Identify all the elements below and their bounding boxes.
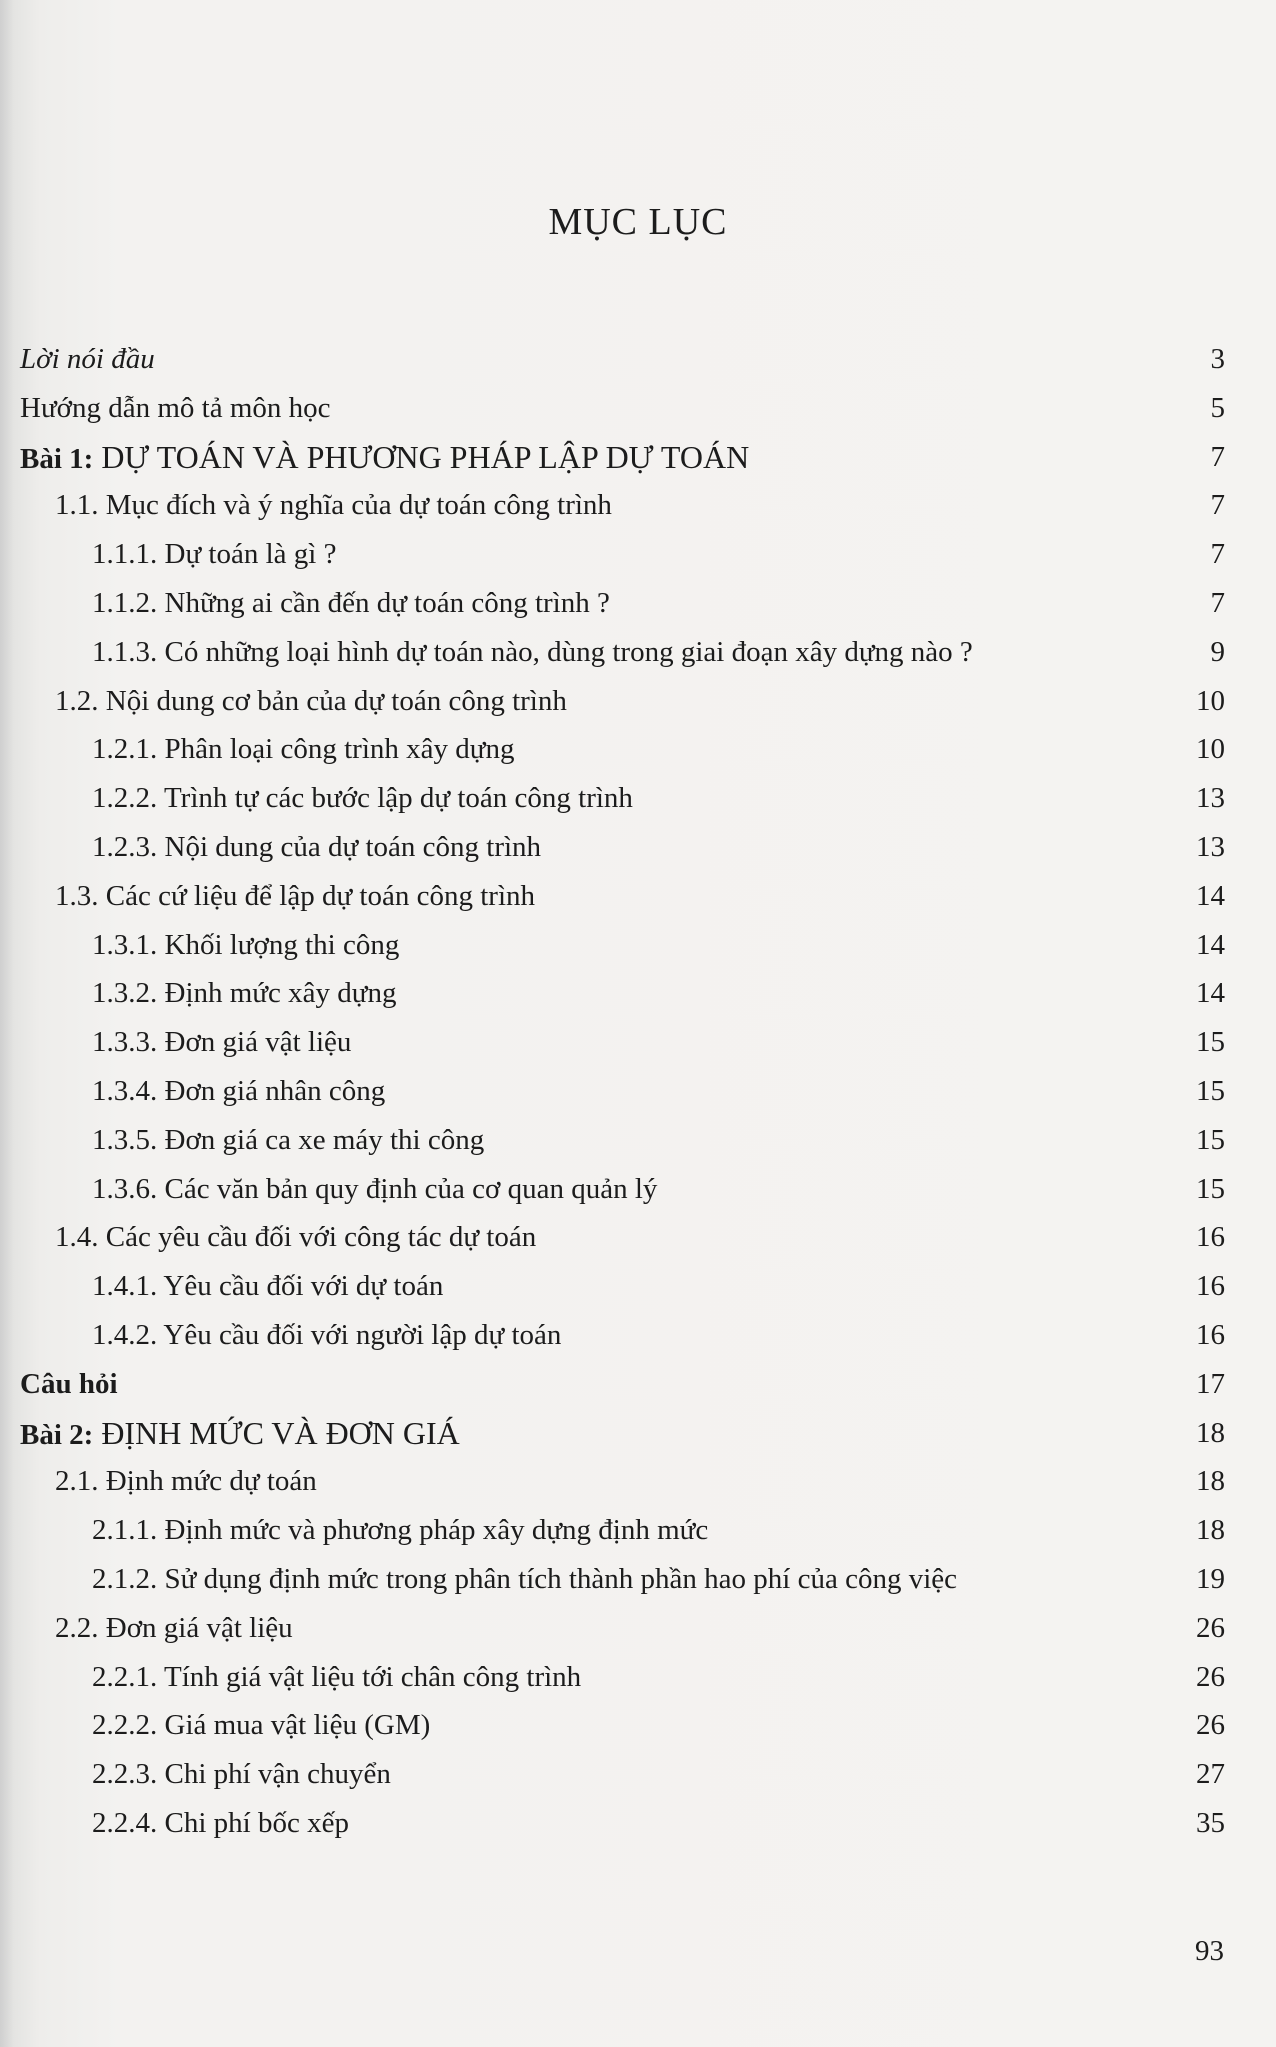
toc-entry[interactable] [20, 1701, 1225, 1750]
toc-entry-page: 26 [1196, 1611, 1225, 1644]
toc-entry-label: 1.2.1. Phân loại công trình xây dựng [92, 733, 515, 766]
toc-entry[interactable] [20, 1799, 1225, 1848]
toc-entry-label: Câu hỏi [20, 1367, 118, 1400]
toc-entry-page: 27 [1196, 1758, 1225, 1791]
toc-entry-label: 2.1. Định mức dự toán [55, 1465, 317, 1498]
toc-entry[interactable] [20, 1506, 1225, 1555]
toc-entry-label: 1.1. Mục đích và ý nghĩa của dự toán công trình [55, 489, 612, 522]
toc-chapter-label [20, 433, 749, 484]
toc-entry[interactable] [20, 1213, 1225, 1262]
toc-entry-page: 16 [1196, 1270, 1225, 1303]
toc-entry-page: 26 [1196, 1660, 1225, 1693]
toc-entry-page: 13 [1196, 782, 1225, 815]
toc-entry[interactable] [20, 628, 1225, 677]
toc-entry-label: 1.1.3. Có những loại hình dự toán nào, dùng trong giai đoạn xây dựng nào ? [92, 635, 973, 668]
toc-chapter-label [20, 1409, 460, 1460]
toc-entry[interactable] [20, 677, 1225, 726]
toc-entry-label: 2.2. Đơn giá vật liệu [55, 1611, 293, 1644]
toc-entry-label: 2.2.2. Giá mua vật liệu (GM) [92, 1709, 431, 1742]
toc-entry-page: 7 [1210, 440, 1225, 473]
toc-entry[interactable] [20, 1653, 1225, 1702]
toc-entry-label: 2.2.4. Chi phí bốc xếp [92, 1806, 349, 1839]
toc-entry-page: 18 [1196, 1465, 1225, 1498]
toc-entry[interactable] [20, 1165, 1225, 1214]
toc-entry[interactable] [20, 969, 1225, 1018]
toc-entry-label: 1.3. Các cứ liệu để lập dự toán công trình [55, 879, 536, 912]
toc-entry-label: 1.2.3. Nội dung của dự toán công trình [92, 830, 542, 863]
toc-entry-label: 1.3.5. Đơn giá ca xe máy thi công [92, 1123, 485, 1156]
toc-chapter-entry[interactable] [20, 433, 1225, 482]
toc-entry-page: 10 [1196, 684, 1225, 717]
toc-entry-page: 15 [1196, 1123, 1225, 1156]
toc-entry[interactable] [20, 1116, 1225, 1165]
toc-entry-page: 7 [1210, 538, 1225, 571]
toc-entry-label: 1.4.1. Yêu cầu đối với dự toán [92, 1270, 444, 1303]
toc-entry-label: 1.4. Các yêu cầu đối với công tác dự toán [55, 1221, 537, 1254]
toc-entry-page: 15 [1196, 1172, 1225, 1205]
toc-entry-label: 1.3.3. Đơn giá vật liệu [92, 1026, 352, 1059]
toc-entry[interactable] [20, 335, 1225, 384]
toc-entry-label: Lời nói đầu [20, 343, 155, 375]
toc-entry-page: 5 [1210, 391, 1225, 424]
toc-chapter-number: Bài 2: [20, 1418, 94, 1451]
toc-entry[interactable] [20, 481, 1225, 530]
toc-entry-page: 9 [1210, 635, 1225, 668]
toc-entry-page: 19 [1196, 1562, 1225, 1595]
toc-entry-label: 1.2. Nội dung cơ bản của dự toán công trình [55, 684, 567, 717]
toc-entry-page: 14 [1196, 928, 1225, 961]
toc-entry-page: 17 [1196, 1367, 1225, 1400]
toc-entry[interactable] [20, 1604, 1225, 1653]
toc-entry-page: 18 [1196, 1416, 1225, 1449]
toc-entry-label: 1.3.6. Các văn bản quy định của cơ quan quản lý [92, 1172, 658, 1205]
toc-entry-page: 15 [1196, 1074, 1225, 1107]
toc-chapter-title: DỰ TOÁN VÀ PHƯƠNG PHÁP LẬP DỰ TOÁN [101, 438, 750, 475]
toc-entry[interactable] [20, 1750, 1225, 1799]
toc-entry-label: 1.3.1. Khối lượng thi công [92, 928, 400, 961]
toc-chapter-entry[interactable] [20, 1409, 1225, 1458]
toc-entry-page: 18 [1196, 1514, 1225, 1547]
toc-entry-label: 2.1.2. Sử dụng định mức trong phân tích thành phần hao phí của công việc [92, 1562, 958, 1595]
toc-entry[interactable] [20, 1555, 1225, 1604]
table-of-contents [20, 335, 1225, 1848]
toc-entry-page: 15 [1196, 1026, 1225, 1059]
toc-entry-page: 13 [1196, 830, 1225, 863]
page-number: 93 [1195, 1935, 1224, 1967]
toc-entry-label: 1.3.4. Đơn giá nhân công [92, 1074, 386, 1107]
toc-entry[interactable] [20, 530, 1225, 579]
toc-entry-page: 16 [1196, 1318, 1225, 1351]
toc-entry-label: 2.1.1. Định mức và phương pháp xây dựng định mức [92, 1514, 709, 1547]
toc-entry[interactable] [20, 1311, 1225, 1360]
toc-entry-label: 2.2.1. Tính giá vật liệu tới chân công trình [92, 1660, 582, 1693]
toc-entry[interactable] [20, 1457, 1225, 1506]
toc-entry[interactable] [20, 921, 1225, 970]
toc-entry-label: 1.2.2. Trình tự các bước lập dự toán công trình [92, 782, 633, 815]
toc-entry[interactable] [20, 1067, 1225, 1116]
toc-entry-page: 35 [1196, 1806, 1225, 1839]
toc-entry[interactable] [20, 872, 1225, 921]
toc-entry-page: 3 [1210, 343, 1225, 375]
toc-entry[interactable] [20, 725, 1225, 774]
toc-entry[interactable] [20, 384, 1225, 433]
toc-entry-label: 1.1.2. Những ai cần đến dự toán công trình ? [92, 586, 610, 619]
toc-entry[interactable] [20, 774, 1225, 823]
toc-entry-label: Hướng dẫn mô tả môn học [20, 391, 331, 424]
toc-entry-page: 16 [1196, 1221, 1225, 1254]
toc-entry-page: 26 [1196, 1709, 1225, 1742]
toc-entry[interactable] [20, 579, 1225, 628]
toc-entry[interactable] [20, 1018, 1225, 1067]
toc-entry-page: 14 [1196, 879, 1225, 912]
toc-entry-label: 1.4.2. Yêu cầu đối với người lập dự toán [92, 1318, 562, 1351]
toc-entry-page: 7 [1210, 489, 1225, 522]
toc-chapter-number: Bài 1: [20, 442, 94, 475]
toc-entry-page: 14 [1196, 977, 1225, 1010]
toc-entry-page: 7 [1210, 586, 1225, 619]
toc-entry-label: 1.3.2. Định mức xây dựng [92, 977, 397, 1010]
toc-entry-label: 1.1.1. Dự toán là gì ? [92, 538, 337, 571]
toc-entry[interactable] [20, 1262, 1225, 1311]
toc-entry-label: 2.2.3. Chi phí vận chuyển [92, 1758, 391, 1791]
page-title: MỤC LỤC [548, 201, 728, 243]
toc-entry-page: 10 [1196, 733, 1225, 766]
toc-entry[interactable] [20, 1360, 1225, 1409]
toc-chapter-title: ĐỊNH MỨC VÀ ĐƠN GIÁ [101, 1414, 460, 1451]
toc-entry[interactable] [20, 823, 1225, 872]
